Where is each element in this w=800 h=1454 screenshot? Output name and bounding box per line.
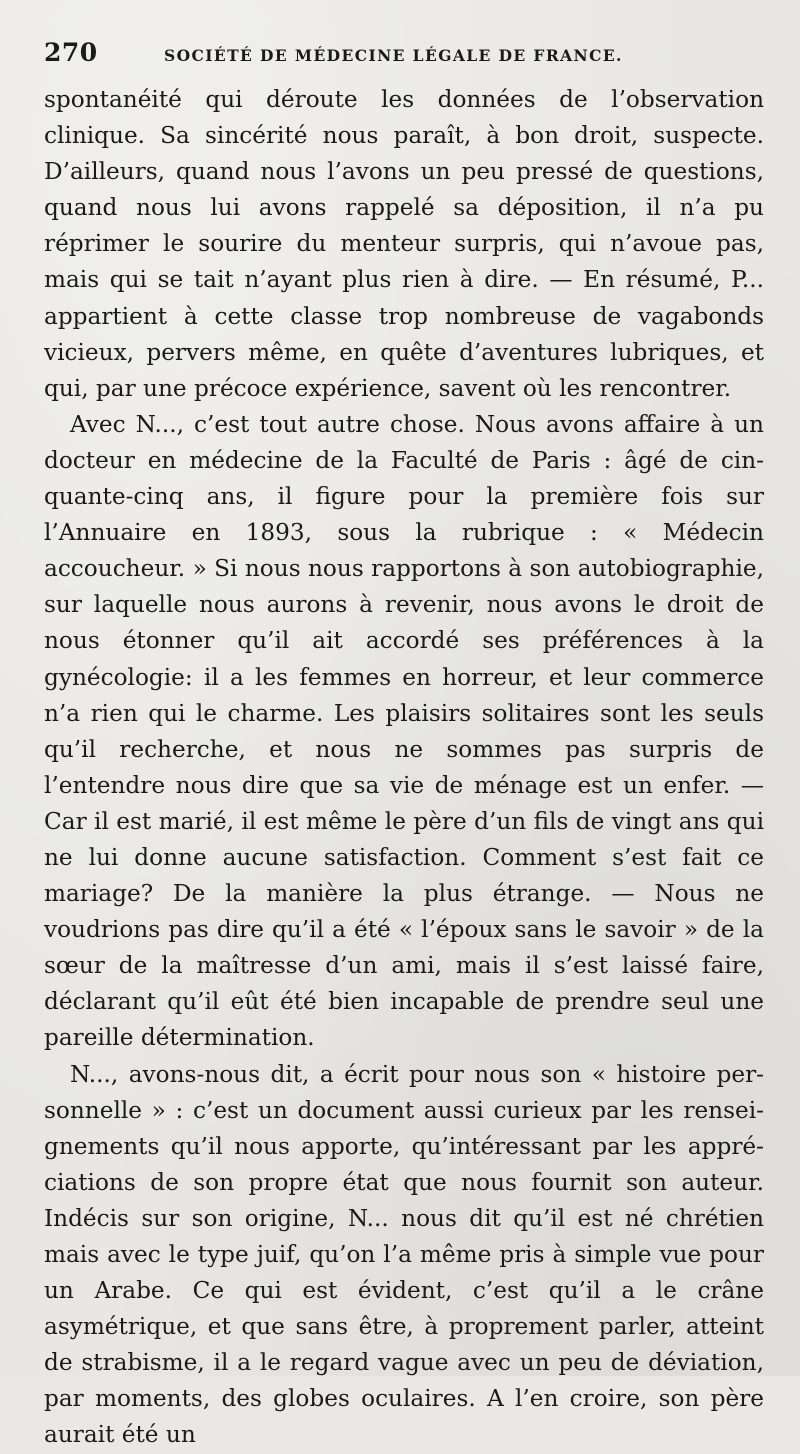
- paragraph-personal-history: N..., avons-nous dit, a écrit pour nous son « histoire personnelle » : c’est un document aussi curieux par les renseignements qu’il nous apporte, qu’intéressant par les appréciations de son propre état que nous fournit son auteur. Indécis sur son origine, N... nous dit qu’il est né chrétien mais avec le type juif, qu’on l’a même pris à simple vue pour un Arabe. Ce qui est évident, c’est qu’il a le crâne asymétrique, et que sans être, à proprement parler, atteint de strabisme, il a le regard vague avec un peu de déviation, par moments, des globes oculaires. A l’en croire, son père aurait été un: [44, 1060, 764, 1449]
- paragraph-continuation: spontanéité qui déroute les données de l’observation clinique. Sa sincérité nous paraît, à bon droit, suspecte. D’ailleurs, quand nous l’avons un peu pressé de questions, quand nous lui avons rappelé sa déposition, il n’a pu réprimer le sourire du menteur surpris, qui n’avoue pas, mais qui se tait n’ayant plus rien à dire. — En résumé, P... appartient à cette classe trop nombreuse de vagabonds vicieux, pervers même, en quête d’aventures lubriques, et qui, par une précoce expérience, savent où les rencontrer.: [44, 86, 764, 402]
- paragraph-n-doctor: Avec N..., c’est tout autre chose. Nous avons affaire à un docteur en médecine de la Faculté de Paris : âgé de cinquante-cinq ans, il figure pour la première fois sur l’Annuaire en 1893, sous la rubrique : « Médecin accoucheur. » Si nous nous rapportons à son autobiographie, sur laquelle nous aurons à revenir, nous avons le droit de nous étonner qu’il ait accordé ses préférences à la gynécologie: il a les femmes en horreur, et leur commerce n’a rien qui le charme. Les plaisirs solitaires sont les seuls qu’il recherche, et nous ne sommes pas surpris de l’entendre nous dire que sa vie de ménage est un enfer. — Car il est marié, il est même le père d’un fils de vingt ans qui ne lui donne aucune satisfaction. Comment s’est fait ce mariage? De la manière la plus étrange. — Nous ne voudrions pas dire qu’il a été « l’époux sans le savoir » de la sœur de la maîtresse d’un ami, mais il s’est laissé faire, déclarant qu’il eût été bien incapable de prendre seul une pareille détermination.: [44, 410, 764, 1052]
- journal-title: SOCIÉTÉ DE MÉDECINE LÉGALE DE FRANCE.: [164, 46, 623, 65]
- body-text: [44, 82, 764, 1454]
- page-number: 270: [44, 38, 98, 67]
- running-header: [44, 38, 764, 78]
